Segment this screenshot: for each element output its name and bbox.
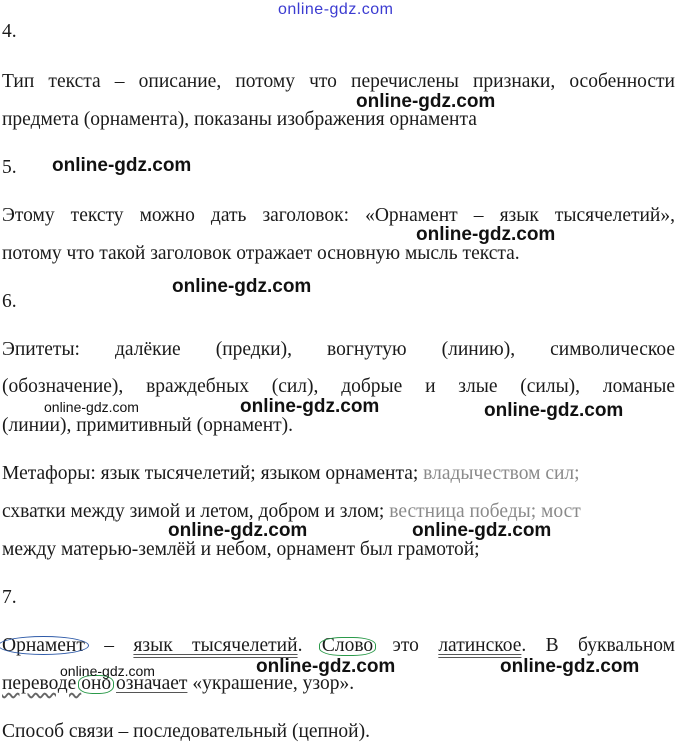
section-6-number: 6. [2, 291, 17, 312]
section-5-line-1: Этому тексту можно дать заголовок: «Орнамент – язык тысячелетий», [2, 205, 675, 226]
analysis-rest-2: «украшение, узор». [187, 673, 355, 694]
metaphors-line-2-text: схватки между зимой и летом, добром и злом; [2, 501, 390, 522]
section-4-number: 4. [2, 21, 17, 42]
watermark: online-gdz.com [500, 656, 640, 677]
watermark: online-gdz.com [240, 396, 380, 417]
watermark: online-gdz.com [412, 520, 552, 541]
watermark: online-gdz.com [52, 155, 192, 176]
metaphors-line-1 [2, 456, 580, 492]
subject-slovo: Слово [321, 635, 374, 656]
watermark: online-gdz.com [172, 276, 312, 297]
subject-ornament: Орнамент [2, 635, 85, 656]
predicate-latin: латинское [438, 635, 522, 656]
metaphors-line-1-text: Метафоры: язык тысячелетий; языком орнамента; [2, 463, 424, 484]
watermark: online-gdz.com [44, 399, 139, 415]
watermark: online-gdz.com [484, 400, 624, 421]
predicate-yazyk: язык тысячелетий [133, 635, 298, 656]
epithets-line-3: (линии), примитивный (орнамент). [2, 415, 294, 436]
watermark: online-gdz.com [168, 520, 308, 541]
epithets-line-2: (обозначение), враждебных (сил), добрые и злые (силы), ломаные [2, 376, 675, 397]
analysis-rest-1: . В буквальном [521, 635, 676, 656]
watermark: online-gdz.com [60, 663, 155, 679]
dash: – [84, 635, 134, 656]
section-4-line-1: Тип текста – описание, потому что перечислены признаки, особенности [2, 71, 675, 92]
watermark: online-gdz.com [356, 91, 496, 112]
predicate-oznachaet: означает [116, 673, 188, 694]
section-5-line-2: потому что такой заголовок отражает основную мысль текста. [2, 243, 520, 264]
subject-ono: оно [81, 673, 112, 694]
section-4-line-2: предмета (орнамента), показаны изображения орнамента [2, 109, 477, 130]
section-5-number: 5. [2, 157, 17, 178]
watermark: online-gdz.com [416, 224, 556, 245]
word-perevode: переводе [2, 673, 82, 694]
watermark: online-gdz.com [256, 656, 396, 677]
metaphors-line-3: между матерью-землёй и небом, орнамент был грамотой; [2, 539, 480, 560]
watermark-top: online-gdz.com [278, 1, 394, 18]
section-7-number: 7. [2, 587, 17, 608]
link-method: Способ связи – последовательный (цепной). [2, 721, 370, 742]
metaphors-line-1-faded: владычеством сил; [423, 463, 580, 484]
dot: . [297, 635, 322, 656]
metaphors-line-2-faded: вестница победы; мост [389, 501, 581, 522]
word-eto: это [373, 635, 439, 656]
epithets-line-1: Эпитеты: далёкие (предки), вогнутую (линию), символическое [2, 339, 675, 360]
